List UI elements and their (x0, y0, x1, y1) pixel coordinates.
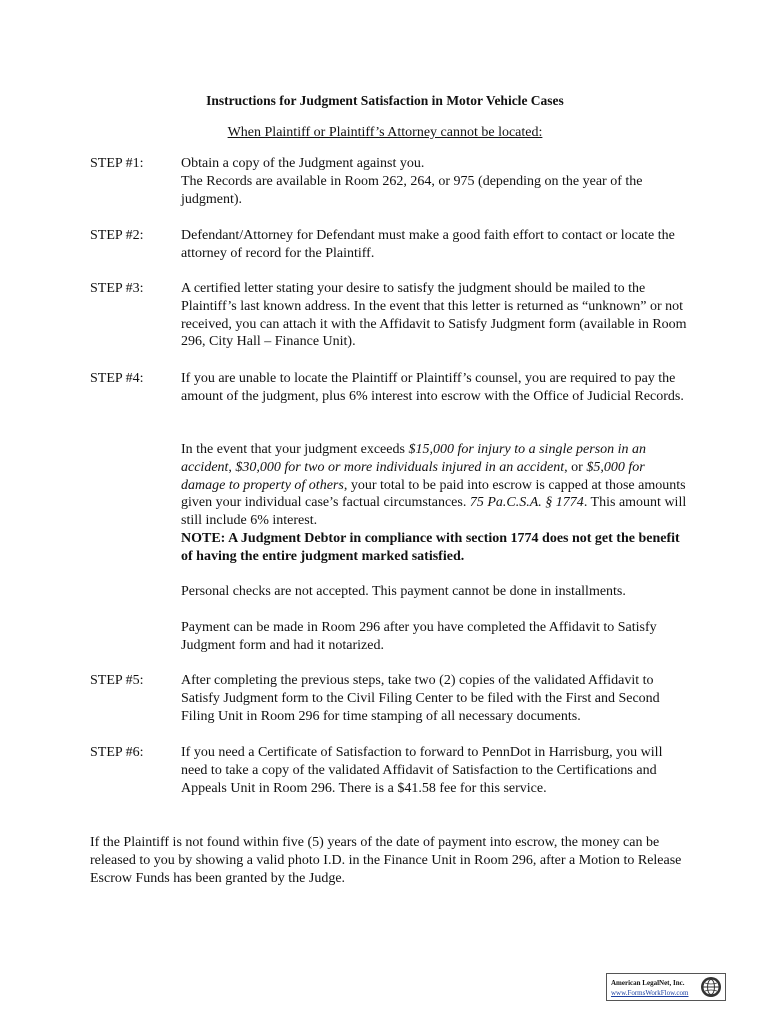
step-2 (90, 227, 690, 263)
text-run: , or (564, 459, 587, 475)
step-text: Defendant/Attorney for Defendant must make a good faith effort to contact or locate the attorney of record for the Plaintiff. (181, 228, 675, 261)
step-text: After completing the previous steps, take two (2) copies of the validated Affidavit to Satisfy Judgment form to the Civil Filing Center to be filed with the First and Second Filing Unit in Room 296 for time stamping of all necessary documents. (181, 673, 660, 724)
step-4 (90, 370, 690, 406)
step-3 (90, 280, 690, 351)
step-label: STEP #2: (90, 228, 144, 243)
text-run-italic: $5,000 for damage to property of others (181, 459, 645, 493)
step-text: Obtain a copy of the Judgment against you. (181, 156, 425, 171)
publisher-link[interactable]: www.FormsWorkFlow.com (611, 989, 689, 997)
step-5 (90, 672, 690, 725)
text-run: . This amount will still include 6% interest. (181, 495, 687, 529)
text-run: , (228, 459, 236, 475)
publisher-name: American LegalNet, Inc. (611, 979, 685, 987)
text-run-italic: $30,000 for two or more individuals injured in an accident (235, 459, 565, 475)
payment-location-note: Payment can be made in Room 296 after you have completed the Affidavit to Satisfy Judgment form and had it notarized. (181, 620, 657, 653)
text-run-italic: $15,000 for injury to a single person in an accident (181, 442, 647, 475)
step-label: STEP #6: (90, 745, 144, 760)
document-title: Instructions for Judgment Satisfaction in Motor Vehicle Cases (206, 93, 564, 108)
statute-citation: 75 Pa.C.S.A. § 1774 (469, 495, 584, 511)
document-subtitle: When Plaintiff or Plaintiff’s Attorney cannot be located: (227, 125, 543, 140)
step-label: STEP #4: (90, 371, 144, 386)
step-label: STEP #3: (90, 281, 144, 296)
escrow-cap-paragraph (181, 441, 690, 566)
final-paragraph: If the Plaintiff is not found within five (5) years of the date of payment into escrow, the money can be released to you by showing a valid photo I.D. in the Finance Unit in Room 296, after a Motion to Release Escrow Funds has been granted by the Judge. (90, 835, 682, 886)
step-1 (90, 155, 690, 208)
step-text: If you need a Certificate of Satisfaction to forward to PennDot in Harrisburg, you will need to take a copy of the validated Affidavit of Satisfaction to the Certifications and Appeals Unit in Room 296. There is a $41.58 fee for this service. (181, 745, 663, 796)
step-6 (90, 744, 690, 797)
text-run: , your total to be paid into escrow is capped at those amounts given your individual case’s factual circumstances. (181, 477, 686, 511)
step-label: STEP #1: (90, 156, 144, 171)
step-text: The Records are available in Room 262, 264, or 975 (depending on the year of the judgment). (181, 173, 643, 207)
text-run: In the event that your judgment exceeds (181, 442, 409, 457)
step-text: A certified letter stating your desire to satisfy the judgment should be mailed to the Plaintiff’s last known address. In the event that this letter is returned as “unknown” or not received, you can attach it with the Affidavit to Satisfy Judgment form (available in Room 296, City Hall – Finance Unit). (181, 281, 687, 350)
payment-note: Personal checks are not accepted. This payment cannot be done in installments. (181, 584, 626, 599)
globe-icon (700, 976, 722, 1000)
note-text: NOTE: A Judgment Debtor in compliance with section 1774 does not get the benefit of having the entire judgment marked satisfied. (181, 530, 680, 564)
step-text: If you are unable to locate the Plaintiff or Plaintiff’s counsel, you are required to pay the amount of the judgment, plus 6% interest into escrow with the Office of Judicial Records. (181, 371, 684, 404)
step-label: STEP #5: (90, 673, 144, 688)
publisher-badge (606, 973, 726, 1001)
